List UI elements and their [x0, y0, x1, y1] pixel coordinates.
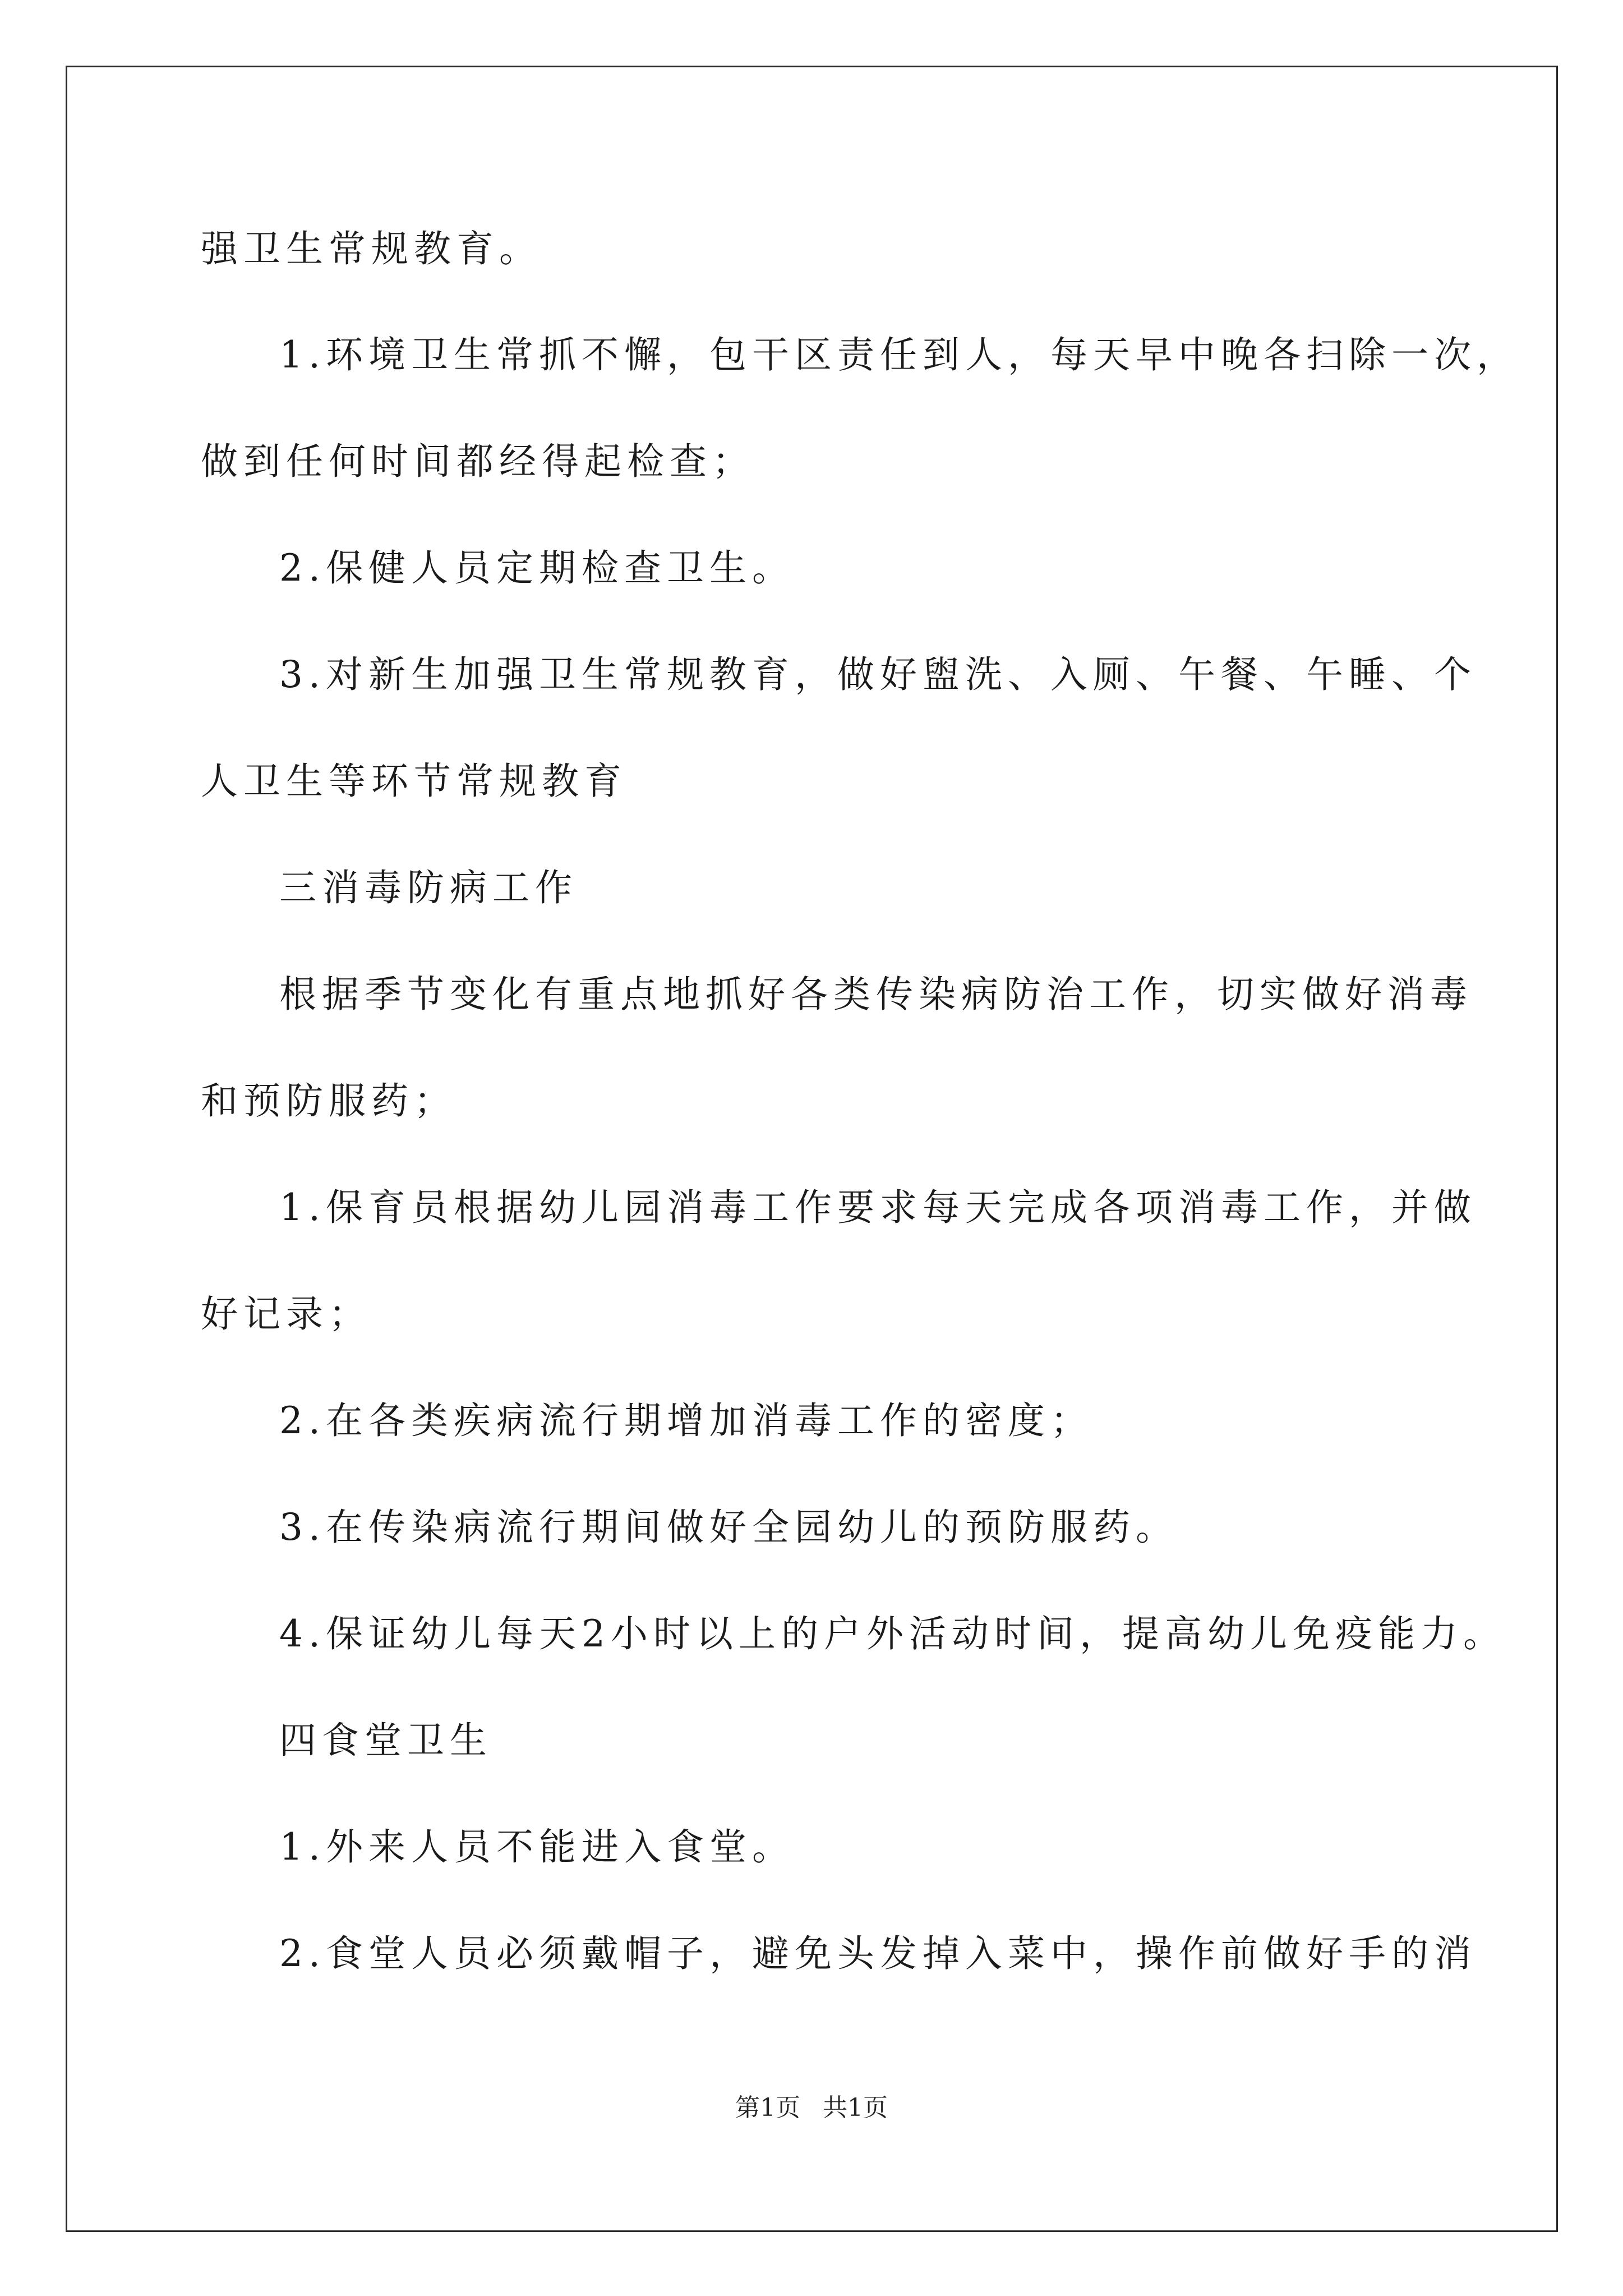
text-line: 2.保健人员定期检查卫生。 [279, 546, 795, 590]
section-heading: 三消毒防病工作 [279, 866, 578, 909]
text-line: 2.在各类疾病流行期增加消毒工作的密度； [279, 1399, 1093, 1442]
page-number-total: 共1页 [823, 2093, 888, 2122]
text-line: 根据季节变化有重点地抓好各类传染病防治工作，切实做好消毒 [279, 973, 1473, 1016]
page-number-current: 第1页 [735, 2093, 800, 2122]
text-line: 好记录； [201, 1292, 371, 1336]
text-line: 1.环境卫生常抓不懈，包干区责任到人，每天早中晚各扫除一次， [279, 333, 1519, 376]
text-line: 1.保育员根据幼儿园消毒工作要求每天完成各项消毒工作，并做 [279, 1186, 1477, 1229]
text-line: 人卫生等环节常规教育 [201, 760, 627, 803]
text-line: 和预防服药； [201, 1079, 457, 1122]
page-footer [0, 2093, 1623, 2122]
text-line: 1.外来人员不能进入食堂。 [279, 1825, 795, 1869]
section-heading: 四食堂卫生 [279, 1719, 492, 1762]
text-line: 3.对新生加强卫生常规教育，做好盥洗、入厕、午餐、午睡、个 [279, 653, 1477, 696]
text-line: 2.食堂人员必须戴帽子，避免头发掉入菜中，操作前做好手的消 [279, 1932, 1477, 1975]
text-line: 做到任何时间都经得起检查； [201, 440, 755, 483]
page-border [66, 66, 1558, 2232]
text-line: 强卫生常规教育。 [201, 227, 542, 270]
text-line: 3.在传染病流行期间做好全园幼儿的预防服药。 [279, 1506, 1178, 1549]
text-line: 4.保证幼儿每天2小时以上的户外活动时间，提高幼儿免疫能力。 [279, 1612, 1506, 1655]
